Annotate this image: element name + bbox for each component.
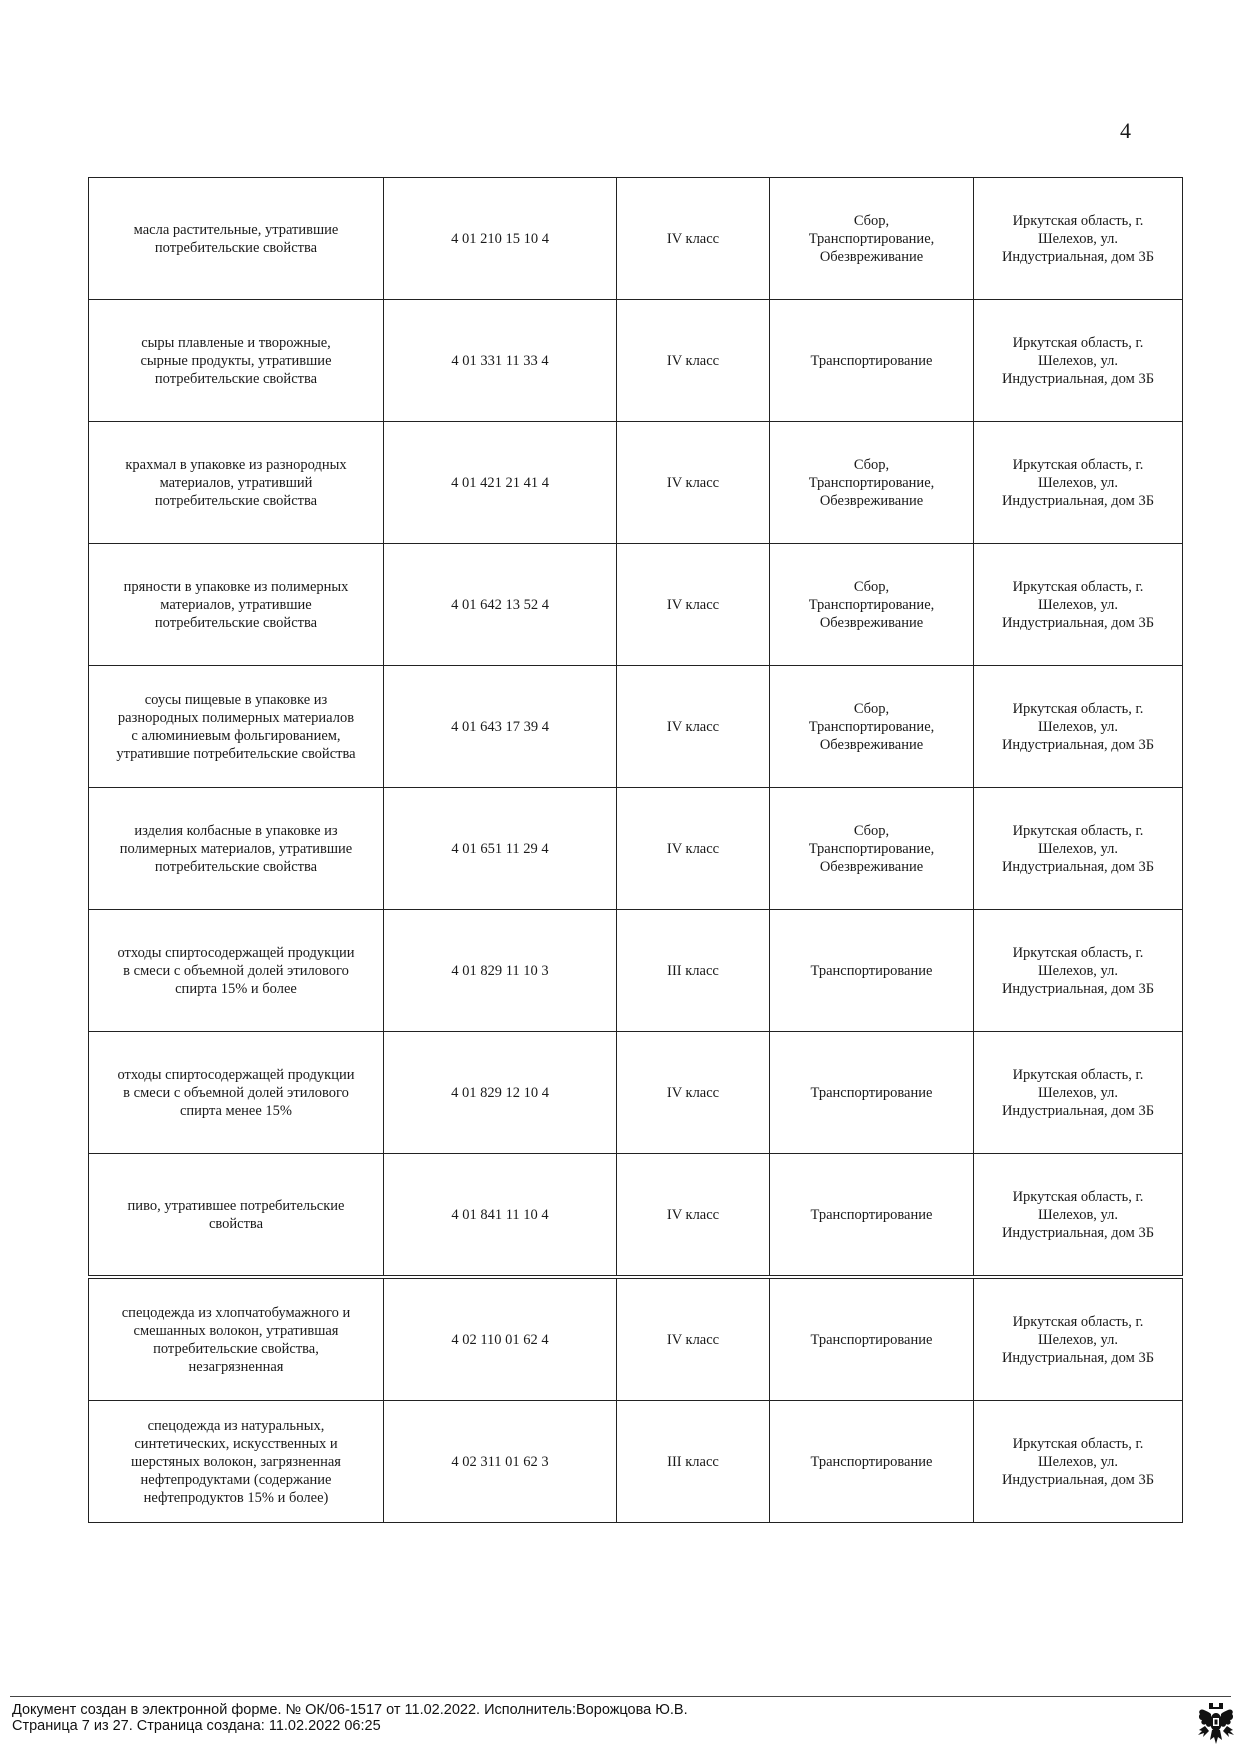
- activity-type: Транспортирование: [770, 1401, 974, 1523]
- document-footer: [12, 1702, 1162, 1734]
- activity-type: Транспортирование: [770, 300, 974, 422]
- address: Иркутская область, г. Шелехов, ул. Индустриальная, дом 3Б: [974, 300, 1183, 422]
- waste-name: изделия колбасные в упаковке из полимерных материалов, утратившие потребительские свойства: [89, 788, 384, 910]
- waste-name: соусы пищевые в упаковке из разнородных полимерных материалов с алюминиевым фольгированием, утратившие потребительские свойства: [89, 666, 384, 788]
- address: Иркутская область, г. Шелехов, ул. Индустриальная, дом 3Б: [974, 910, 1183, 1032]
- activity-type: Сбор, Транспортирование, Обезвреживание: [770, 788, 974, 910]
- waste-table: [88, 177, 1183, 1523]
- activity-type: Сбор, Транспортирование, Обезвреживание: [770, 422, 974, 544]
- hazard-class: IV класс: [617, 1277, 770, 1401]
- table-row: [89, 1401, 1183, 1523]
- fkko-code: 4 01 331 11 33 4: [384, 300, 617, 422]
- fkko-code: 4 01 642 13 52 4: [384, 544, 617, 666]
- double-headed-eagle-icon: [1196, 1700, 1236, 1746]
- activity-type: Транспортирование: [770, 1277, 974, 1401]
- fkko-code: 4 01 651 11 29 4: [384, 788, 617, 910]
- hazard-class: IV класс: [617, 300, 770, 422]
- table-row: [89, 1277, 1183, 1401]
- fkko-code: 4 01 210 15 10 4: [384, 178, 617, 300]
- address: Иркутская область, г. Шелехов, ул. Индустриальная, дом 3Б: [974, 1277, 1183, 1401]
- waste-name: пиво, утратившее потребительские свойства: [89, 1154, 384, 1278]
- waste-name: сыры плавленые и творожные, сырные продукты, утратившие потребительские свойства: [89, 300, 384, 422]
- fkko-code: 4 01 643 17 39 4: [384, 666, 617, 788]
- waste-name: отходы спиртосодержащей продукции в смеси с объемной долей этилового спирта менее 15%: [89, 1032, 384, 1154]
- page-number: 4: [1120, 118, 1131, 143]
- activity-type: Транспортирование: [770, 910, 974, 1032]
- waste-name: масла растительные, утратившие потребительские свойства: [89, 178, 384, 300]
- activity-type: Сбор, Транспортирование, Обезвреживание: [770, 544, 974, 666]
- address: Иркутская область, г. Шелехов, ул. Индустриальная, дом 3Б: [974, 666, 1183, 788]
- hazard-class: IV класс: [617, 1032, 770, 1154]
- fkko-code: 4 01 829 12 10 4: [384, 1032, 617, 1154]
- address: Иркутская область, г. Шелехов, ул. Индустриальная, дом 3Б: [974, 178, 1183, 300]
- table-row: [89, 300, 1183, 422]
- table-row: [89, 910, 1183, 1032]
- waste-name: отходы спиртосодержащей продукции в смеси с объемной долей этилового спирта 15% и более: [89, 910, 384, 1032]
- table-row: [89, 666, 1183, 788]
- address: Иркутская область, г. Шелехов, ул. Индустриальная, дом 3Б: [974, 1154, 1183, 1278]
- table-row: [89, 788, 1183, 910]
- footer-document-info: Документ создан в электронной форме. № ОК/06-1517 от 11.02.2022. Исполнитель:Ворожцова Ю.В.: [12, 1702, 688, 1718]
- table-row: [89, 544, 1183, 666]
- hazard-class: IV класс: [617, 1154, 770, 1278]
- hazard-class: IV класс: [617, 422, 770, 544]
- address: Иркутская область, г. Шелехов, ул. Индустриальная, дом 3Б: [974, 1032, 1183, 1154]
- table-row: [89, 422, 1183, 544]
- activity-type: Транспортирование: [770, 1154, 974, 1278]
- address: Иркутская область, г. Шелехов, ул. Индустриальная, дом 3Б: [974, 422, 1183, 544]
- fkko-code: 4 02 311 01 62 3: [384, 1401, 617, 1523]
- activity-type: Сбор, Транспортирование, Обезвреживание: [770, 178, 974, 300]
- fkko-code: 4 02 110 01 62 4: [384, 1277, 617, 1401]
- waste-name: пряности в упаковке из полимерных материалов, утратившие потребительские свойства: [89, 544, 384, 666]
- hazard-class: IV класс: [617, 544, 770, 666]
- fkko-code: 4 01 841 11 10 4: [384, 1154, 617, 1278]
- hazard-class: III класс: [617, 910, 770, 1032]
- table-row: [89, 1032, 1183, 1154]
- waste-name: крахмал в упаковке из разнородных материалов, утративший потребительские свойства: [89, 422, 384, 544]
- hazard-class: IV класс: [617, 178, 770, 300]
- table-row: [89, 178, 1183, 300]
- address: Иркутская область, г. Шелехов, ул. Индустриальная, дом 3Б: [974, 544, 1183, 666]
- fkko-code: 4 01 421 21 41 4: [384, 422, 617, 544]
- waste-name: спецодежда из хлопчатобумажного и смешанных волокон, утратившая потребительские свойства, незагрязненная: [89, 1277, 384, 1401]
- activity-type: Транспортирование: [770, 1032, 974, 1154]
- address: Иркутская область, г. Шелехов, ул. Индустриальная, дом 3Б: [974, 788, 1183, 910]
- activity-type: Сбор, Транспортирование, Обезвреживание: [770, 666, 974, 788]
- hazard-class: IV класс: [617, 788, 770, 910]
- footer-page-info: Страница 7 из 27. Страница создана: 11.02.2022 06:25: [12, 1718, 381, 1734]
- hazard-class: IV класс: [617, 666, 770, 788]
- waste-name: спецодежда из натуральных, синтетических, искусственных и шерстяных волокон, загрязненная нефтепродуктами (содержание нефтепродуктов 15% и более): [89, 1401, 384, 1523]
- fkko-code: 4 01 829 11 10 3: [384, 910, 617, 1032]
- address: Иркутская область, г. Шелехов, ул. Индустриальная, дом 3Б: [974, 1401, 1183, 1523]
- footer-divider: [10, 1696, 1231, 1697]
- hazard-class: III класс: [617, 1401, 770, 1523]
- table-row: [89, 1154, 1183, 1278]
